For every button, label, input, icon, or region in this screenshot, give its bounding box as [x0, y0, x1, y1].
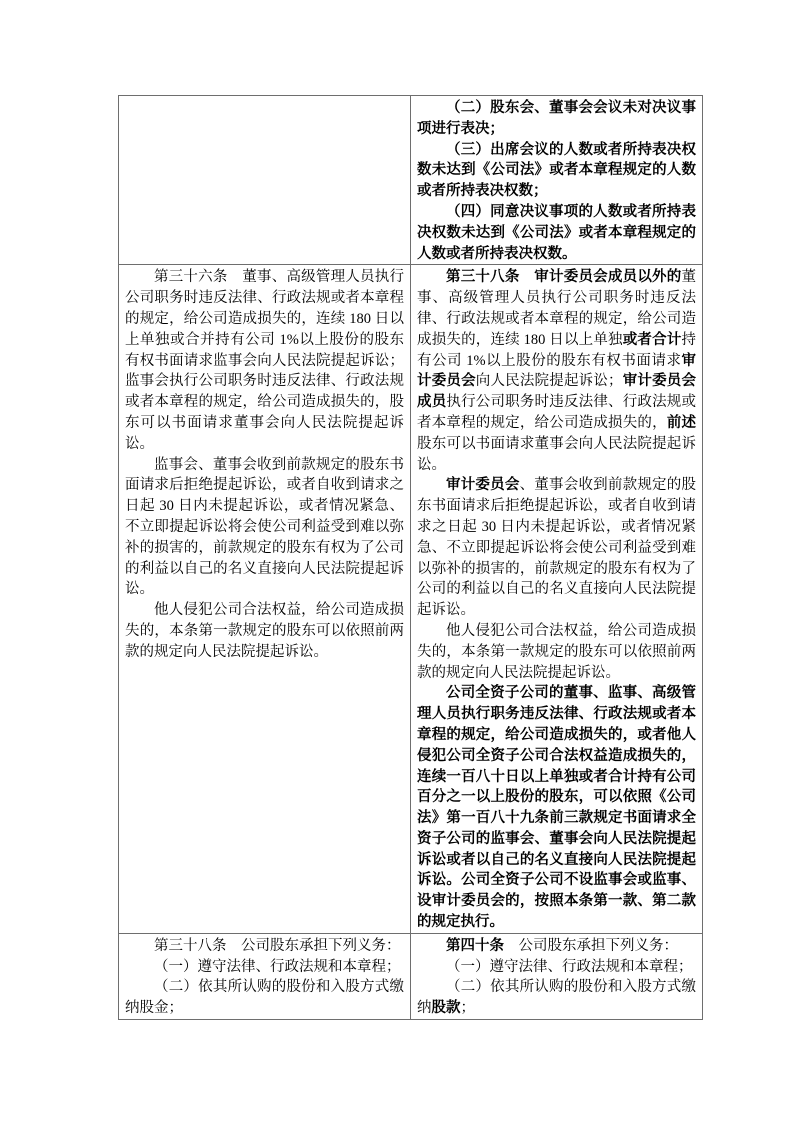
text-run-bold: 审计委员会 [417, 352, 696, 390]
text-run-bold: 第三十八条 审计委员会成员以外的 [446, 269, 682, 286]
text-run: 董事、高级管理人员执行公司职务时违反法律、行政法规或者本章程的规定，给公司造成损失的，连续 180 日以上单独 [417, 269, 696, 348]
text-run: （一）遵守法律、行政法规和本章程； [154, 958, 401, 975]
text-run-bold: 第四十条 [446, 937, 504, 954]
paragraph [417, 475, 696, 621]
paragraph [417, 621, 696, 683]
text-run: 、董事会收到前款规定的股东书面请求后拒绝提起诉讼，或者自收到请求之日起 30 日内未提起诉讼，或者情况紧急、不立即提起诉讼将会使公司利益受到难以弥补的损害的，前款规定的股东有权为了公司的利益以自己的名义直接向人民法院提起诉讼。 [417, 477, 696, 619]
text-run-bold: （二）股东会、董事会会议未对决议事项进行表决； [417, 100, 696, 137]
cell-left-row-2 [119, 265, 411, 934]
text-run-bold: 公司全资子公司的董事、监事、高级管理人员执行职务违反法律、行政法规或者本章程的规定，给公司造成损失的，或者他人侵犯公司全资子公司合法权益造成损失的，连续一百八十日以上单独或者合计持有公司百分之一以上股份的股东，可以依照《公司法》第一百八十九条前三款规定书面请求全资子公司的监事会、董事会向人民法院提起诉讼或者以自己的名义直接向人民法院提起诉讼。公司全资子公司不设监事会或监事、设审计委员会的，按照本条第一款、第二款的规定执行。 [417, 685, 696, 931]
row-shareholder-litigation-article-36-vs-38 [119, 265, 703, 934]
text-run-bold: 或者合计 [622, 331, 682, 348]
cell-right-row-3 [411, 933, 703, 1019]
paragraph [417, 977, 696, 1019]
text-run-bold: 审计委员会 [446, 477, 520, 494]
row-meeting-resolution-defect-items [119, 96, 703, 265]
paragraph [417, 936, 696, 957]
text-run: 他人侵犯公司合法权益，给公司造成损失的，本条第一款规定的股东可以依照前两款的规定向人民法院提起诉讼。 [125, 602, 404, 660]
paragraph [417, 267, 696, 475]
cell-right-row-2 [411, 265, 703, 934]
paragraph [125, 977, 404, 1019]
text-run: 执行公司职务时违反法律、行政法规或者本章程的规定，给公司造成损失的， [417, 394, 697, 431]
text-run-bold: 审计委员会成员 [417, 373, 697, 411]
row-shareholder-obligations-article-38-vs-40 [119, 933, 703, 1019]
paragraph [417, 957, 696, 978]
articles-comparison-table [118, 95, 703, 1020]
comparison-table-body [119, 96, 703, 1020]
paragraph [125, 936, 404, 957]
text-run: 股东可以书面请求董事会向人民法院提起诉讼。 [417, 435, 696, 473]
cell-left-row-3 [119, 933, 411, 1019]
text-run-bold: （三）出席会议的人数或者所持表决权数未达到《公司法》或者本章程规定的人数或者所持表决权数； [417, 141, 696, 200]
text-run-bold: 前述 [666, 414, 697, 431]
text-run: （二）依其所认购的股份和入股方式缴纳 [417, 979, 696, 1017]
text-run: 第三十八条 公司股东承担下列义务： [154, 937, 401, 954]
text-run: 监事会、董事会收到前款规定的股东书面请求后拒绝提起诉讼，或者自收到请求之日起 30 日内未提起诉讼，或者情况紧急、不立即提起诉讼将会使公司利益受到难以弥补的损害的，前款规定的股东有权为了公司的利益以自己的名义直接向人民法院提起诉讼。 [125, 456, 404, 598]
text-run: 公司股东承担下列义务： [504, 937, 678, 954]
text-run: （一）遵守法律、行政法规和本章程； [446, 958, 693, 975]
text-run-bold: 股款 [431, 1000, 461, 1017]
paragraph [125, 267, 404, 454]
paragraph [125, 455, 404, 601]
paragraph [417, 202, 696, 264]
text-run: 持有公司 1%以上股份的股东有权书面请求 [417, 331, 697, 369]
text-run: 他人侵犯公司合法权益，给公司造成损失的，本条第一款规定的股东可以依照前两款的规定向人民法院提起诉讼。 [417, 622, 696, 681]
text-run: ； [460, 1000, 475, 1017]
paragraph [125, 957, 404, 978]
paragraph [125, 600, 404, 662]
text-run: 第三十六条 董事、高级管理人员执行公司职务时违反法律、行政法规或者本章程的规定，给公司造成损失的，连续 180 日以上单独或合并持有公司 1%以上股份的股东有权书面请求监事会向人民法院提起诉讼；监事会执行公司职务时违反法律、行政法规或者本章程的规定，给公司造成损失的，股东可以书面请求董事会向人民法院提起诉讼。 [125, 269, 404, 452]
paragraph [417, 98, 696, 140]
cell-left-row-1 [119, 96, 411, 265]
paragraph [417, 683, 696, 933]
text-run: 向人民法院提起诉讼； [475, 373, 623, 390]
cell-right-row-1 [411, 96, 703, 265]
text-run-bold: （四）同意决议事项的人数或者所持表决权数未达到《公司法》或者本章程规定的人数或者所持表决权数。 [417, 203, 696, 262]
paragraph [417, 140, 696, 202]
text-run: （二）依其所认购的股份和入股方式缴纳股金； [125, 979, 404, 1017]
